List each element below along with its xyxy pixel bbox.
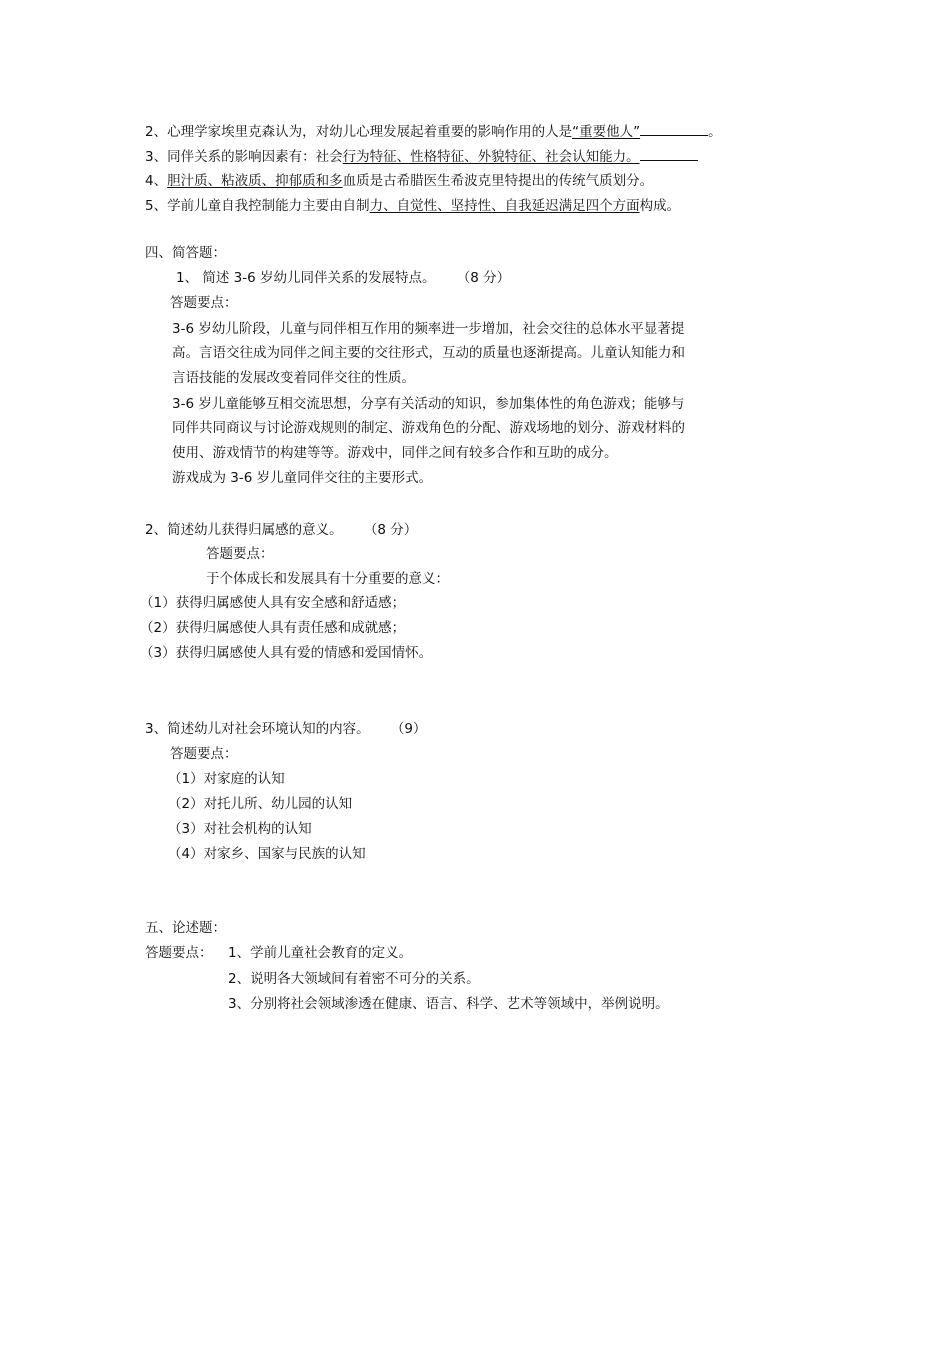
- s4-q1-title: [176, 269, 510, 287]
- q5-suffix: 构成。: [639, 198, 681, 214]
- section4-heading: 四、简答题：: [145, 245, 226, 261]
- fill-blank-q2: [145, 122, 722, 141]
- section5-heading: 五、论述题：: [145, 920, 226, 936]
- q4-suffix: 血质是古希腊医生希波克里特提出的传统气质划分。: [342, 173, 654, 189]
- s4-q2-item: （1）获得归属感使人具有安全感和舒适感；: [140, 595, 406, 611]
- q2-prefix: 2、心理学家埃里克森认为，对幼儿心理发展起着重要的影响作用的人是: [145, 124, 573, 140]
- s4-q3-key-label: 答题要点：: [170, 746, 238, 762]
- s5-item: 2、说明各大领域间有着密不可分的关系。: [228, 971, 480, 987]
- q4-answer: 胆汁质、粘液质、抑郁质和多: [167, 173, 343, 189]
- fill-blank-q5: [145, 197, 680, 215]
- s4-q3-score: （9）: [397, 721, 427, 737]
- q5-prefix: 5、学前儿童自我控制能力主要由自制: [145, 198, 370, 214]
- s4-q3-item: （3）对社会机构的认知: [168, 821, 312, 837]
- s4-q1-line: 高。言语交往成为同伴之间主要的交往形式，互动的质量也逐渐提高。儿童认知能力和: [172, 345, 685, 361]
- fill-blank-q4: [145, 172, 653, 190]
- fill-blank-q3: [145, 147, 698, 166]
- s4-q1-title-text: 1、 简述 3-6 岁幼儿同伴关系的发展特点。: [176, 270, 436, 286]
- q3-answer: 行为特征、性格特征、外貌特征、社会认知能力。: [342, 149, 640, 165]
- s4-q1-line: 使用、游戏情节的构建等等。游戏中，同伴之间有较多合作和互助的成分。: [172, 445, 618, 461]
- s4-q3-title: [145, 720, 426, 738]
- q2-answer: “重要他人”: [572, 124, 641, 140]
- s4-q1-line: 同伴共同商议与讨论游戏规则的制定、游戏角色的分配、游戏场地的划分、游戏材料的: [172, 420, 685, 436]
- s5-item: 3、分别将社会领域渗透在健康、语言、科学、艺术等领域中，举例说明。: [228, 996, 669, 1012]
- s4-q3-item: （1）对家庭的认知: [168, 771, 285, 787]
- s4-q2-intro: 于个体成长和发展具有十分重要的意义：: [206, 571, 449, 587]
- q4-number: 4、: [145, 173, 168, 189]
- s4-q2-score: （8 分）: [370, 522, 418, 538]
- s4-q2-title: [145, 521, 417, 539]
- s4-q1-line: 3-6 岁儿童能够互相交流思想，分享有关活动的知识，参加集体性的角色游戏；能够与: [172, 396, 685, 412]
- s4-q1-key-label: 答题要点：: [170, 295, 238, 311]
- q3-prefix: 3、同伴关系的影响因素有：社会: [145, 149, 343, 165]
- s4-q3-item: （4）对家乡、国家与民族的认知: [168, 846, 366, 862]
- s5-key-label: 答题要点：: [145, 945, 213, 961]
- q3-blank-line: [640, 147, 698, 161]
- s5-item: 1、学前儿童社会教育的定义。: [228, 945, 413, 961]
- s4-q3-title-text: 3、简述幼儿对社会环境认知的内容。: [145, 721, 370, 737]
- q2-suffix: 。: [708, 124, 722, 140]
- s4-q3-item: （2）对托儿所、幼儿园的认知: [168, 796, 353, 812]
- s4-q1-line: 游戏成为 3-6 岁儿童同伴交往的主要形式。: [172, 470, 433, 486]
- q2-blank-line: [640, 122, 708, 136]
- s4-q2-key-label: 答题要点：: [206, 546, 274, 562]
- s4-q1-score: （8 分）: [463, 270, 511, 286]
- s4-q1-line: 3-6 岁幼儿阶段，儿童与同伴相互作用的频率进一步增加，社会交往的总体水平显著提: [172, 321, 685, 337]
- q5-answer: 力、自觉性、坚持性、自我延迟满足四个方面: [369, 198, 640, 214]
- s4-q2-item: （3）获得归属感使人具有爱的情感和爱国情怀。: [140, 645, 433, 661]
- s4-q2-item: （2）获得归属感使人具有责任感和成就感；: [140, 620, 406, 636]
- s4-q1-line: 言语技能的发展改变着同伴交往的性质。: [172, 370, 415, 386]
- s4-q2-title-text: 2、简述幼儿获得归属感的意义。: [145, 522, 343, 538]
